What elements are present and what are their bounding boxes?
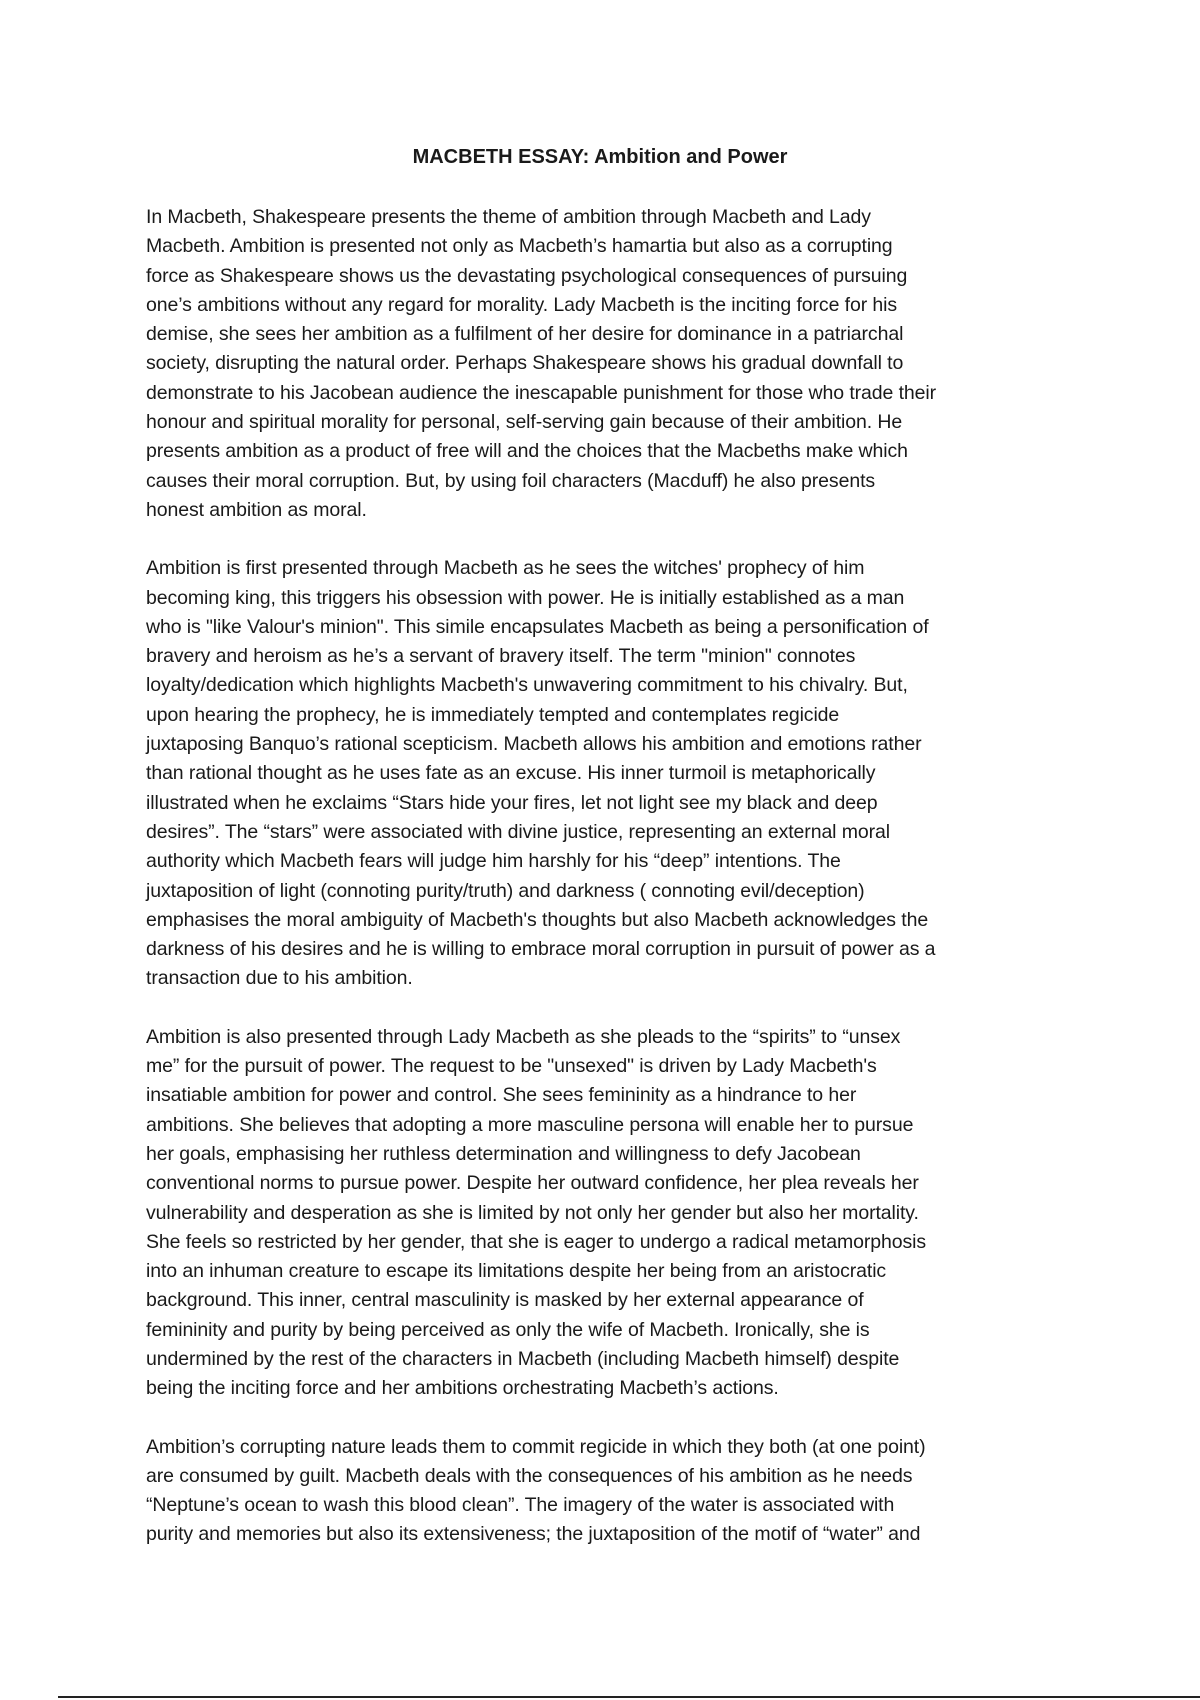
paragraph-introduction: In Macbeth, Shakespeare presents the theme of ambition through Macbeth and Lady Macbeth. Ambition is presented not only as Macbeth’s hamartia but also as a corrupting force as Shakespeare shows us the devastating psychological consequences of pursuing one’s ambitions without any regard for morality. Lady Macbeth is the inciting force for his demise, she sees her ambition as a fulfilment of her desire for dominance in a patriarchal society, disrupting the natural order. Perhaps Shakespeare shows his gradual downfall to demonstrate to his Jacobean audience the inescapable punishment for those who trade their honour and spiritual morality for personal, self-serving gain because of their ambition. He presents ambition as a product of free will and the choices that the Macbeths make which causes their moral corruption. But, by using foil characters (Macduff) he also presents honest ambition as moral. xyxy=(146,206,937,521)
paragraph-lady-macbeth-ambition: Ambition is also presented through Lady Macbeth as she pleads to the “spirits” to “unsex me” for the pursuit of power. The request to be "unsexed" is driven by Lady Macbeth's insatiable ambition for power and control. She sees femininity as a hindrance to her ambitions. She believes that adopting a more masculine persona will enable her to pursue her goals, emphasising her ruthless determination and willingness to defy Jacobean conventional norms to pursue power. Despite her outward confidence, her plea reveals her vulnerability and desperation as she is limited by not only her gender but also her mortality. She feels so restricted by her gender, that she is eager to undergo a radical metamorphosis into an inhuman creature to escape its limitations despite her being from an aristocratic background. This inner, central masculinity is masked by her external appearance of femininity and purity by being perceived as only the wife of Macbeth. Ironically, she is undermined by the rest of the characters in Macbeth (including Macbeth himself) despite being the inciting force and her ambitions orchestrating Macbeth’s actions. xyxy=(146,1025,927,1400)
page-bottom-rule xyxy=(58,1696,1200,1698)
paragraph-corrupting-nature: Ambition’s corrupting nature leads them to commit regicide in which they both (at one point) are consumed by guilt. Macbeth deals with the consequences of his ambition as he needs “Neptune’s ocean to wash this blood clean”. The imagery of the water is associated with purity and memories but also its extensiveness; the juxtaposition of the motif of “water” and xyxy=(146,1435,926,1546)
paragraph-macbeth-ambition: Ambition is first presented through Macbeth as he sees the witches' prophecy of him becoming king, this triggers his obsession with power. He is initially established as a man who is "like Valour's minion". This simile encapsulates Macbeth as being a personification of bravery and heroism as he’s a servant of bravery itself. The term "minion" connotes loyalty/dedication which highlights Macbeth's unwavering commitment to his chivalry. But, upon hearing the prophecy, he is immediately tempted and contemplates regicide juxtaposing Banquo’s rational scepticism. Macbeth allows his ambition and emotions rather than rational thought as he uses fate as an excuse. His inner turmoil is metaphorically illustrated when he exclaims “Stars hide your fires, let not light see my black and deep desires”. The “stars” were associated with divine justice, representing an external moral authority which Macbeth fears will judge him harshly for his “deep” intentions. The juxtaposition of light (connoting purity/truth) and darkness ( connoting evil/deception) emphasises the moral ambiguity of Macbeth's thoughts but also Macbeth acknowledges the darkness of his desires and he is willing to embrace moral corruption in pursuit of power as a transaction due to his ambition. xyxy=(146,557,936,990)
essay-title: MACBETH ESSAY: Ambition and Power xyxy=(412,146,788,168)
essay-body xyxy=(146,203,1062,1579)
